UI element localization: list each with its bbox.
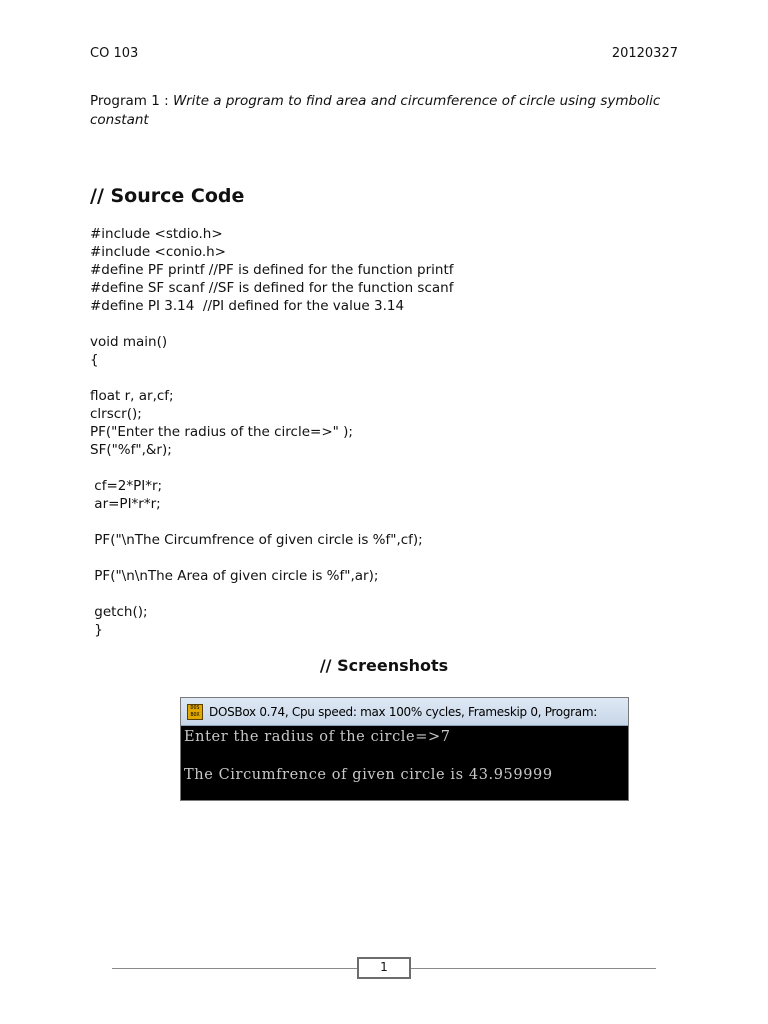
source-code-heading: // Source Code [90,185,245,207]
code-line: float r, ar,cf; [90,388,174,404]
code-line: ar=PI*r*r; [90,496,161,512]
program-description: Write a program to find area and circumference of circle using symbolic constant [90,93,661,128]
code-line: getch(); [90,604,148,620]
dosbox-window [180,697,629,801]
code-line: clrscr(); [90,406,142,422]
source-code-block [90,225,690,639]
code-line: #define PI 3.14 //PI defined for the value 3.14 [90,298,405,314]
code-line [90,585,690,603]
document-date: 20120327 [611,46,678,61]
course-code: CO 103 [90,46,139,61]
dosbox-title: DOSBox 0.74, Cpu speed: max 100% cycles, Frameskip 0, Program: [209,704,597,719]
code-line: { [90,352,99,368]
console-line: The Circumfrence of given circle is 43.959999 [184,767,553,783]
code-line: } [90,622,103,638]
code-line [90,459,690,477]
code-line: #define PF printf //PF is defined for the function printf [90,262,454,278]
code-line [90,513,690,531]
dosbox-titlebar [181,698,628,726]
screenshots-heading: // Screenshots [319,656,449,675]
program-label: Program 1 : [90,93,173,109]
console-line: Enter the radius of the circle=>7 [184,729,451,745]
code-line: #define SF scanf //SF is defined for the function scanf [90,280,454,296]
dosbox-console-output [181,726,628,785]
dosbox-logo-icon: DOS BOX [187,704,203,720]
page-number: 1 [357,957,411,979]
program-statement [90,92,690,130]
code-line: void main() [90,334,168,350]
code-line: SF("%f",&r); [90,442,172,458]
code-line: PF("\n\nThe Area of given circle is %f",ar); [90,568,379,584]
code-line: cf=2*PI*r; [90,478,163,494]
code-line [90,369,690,387]
code-line [90,549,690,567]
code-line: #include <stdio.h> [90,226,223,242]
console-line [184,747,628,766]
code-line [90,315,690,333]
code-line: PF("Enter the radius of the circle=>" ); [90,424,353,440]
code-line: #include <conio.h> [90,244,226,260]
code-line: PF("\nThe Circumfrence of given circle is %f",cf); [90,532,423,548]
